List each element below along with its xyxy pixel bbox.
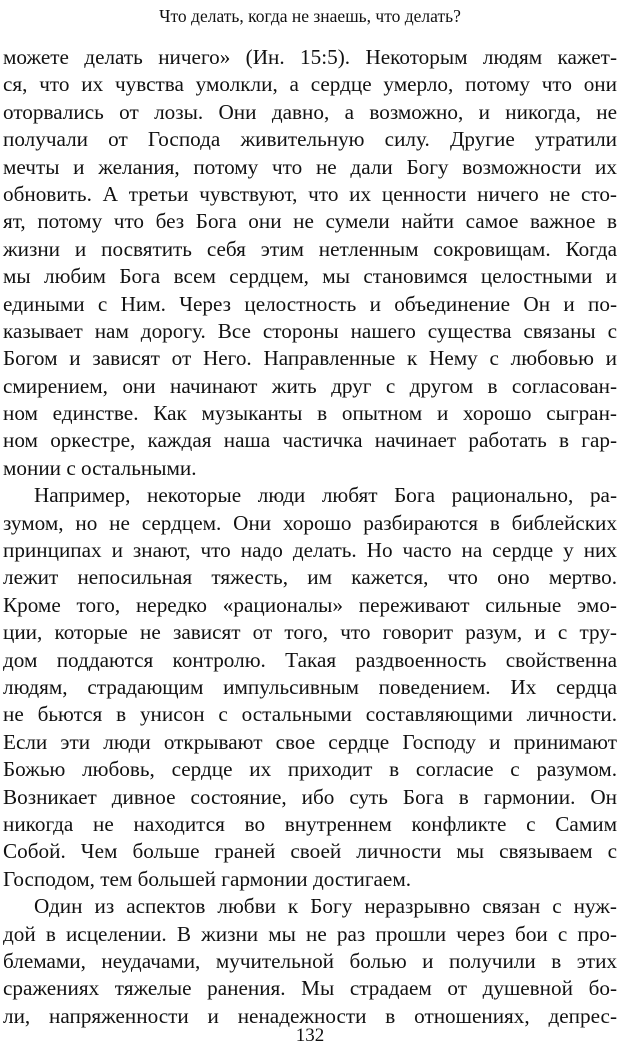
running-head: Что делать, когда не знаешь, что делать? xyxy=(159,6,461,26)
text-line: Если эти люди открывают свое сердце Господу и принимают xyxy=(3,729,617,754)
text-line: едиными с Ним. Через целостность и объединение Он и по- xyxy=(3,291,617,316)
text-line: не бьются в унисон с остальными составляющими личности. xyxy=(3,702,617,727)
text-line: Господом, тем большей гармонии достигаем. xyxy=(3,866,412,891)
text-line: ят, потому что без Бога они не сумели найти самое важное в xyxy=(3,209,617,234)
text-line: ном единстве. Как музыканты в опытном и хорошо сыгран- xyxy=(3,401,617,426)
text-line: казывает нам дорогу. Все стороны нашего существа связаны с xyxy=(3,318,617,343)
text-line: монии с остальными. xyxy=(3,455,197,480)
text-line: ном оркестре, каждая наша частичка начинает работать в гар- xyxy=(3,428,617,453)
text-line: получали от Господа живительную силу. Другие утратили xyxy=(3,127,617,152)
text-line: Один из аспектов любви к Богу неразрывно связан с нуж- xyxy=(34,894,617,919)
text-line: Например, некоторые люди любят Бога рационально, ра- xyxy=(34,483,617,508)
text-line: Божью любовь, сердце их приходит в согласие с разумом. xyxy=(3,757,617,782)
text-line: сражениях тяжелые ранения. Мы страдаем от душевной бо- xyxy=(3,976,617,1001)
text-line: принципах и знают, что надо делать. Но часто на сердце у них xyxy=(3,538,617,563)
text-line: ли, напряженности и ненадежности в отношениях, депрес- xyxy=(3,1003,617,1028)
text-line: обновить. А третьи чувствуют, что их ценности ничего не сто- xyxy=(3,181,617,206)
body-text xyxy=(3,44,617,1030)
text-line: мы любим Бога всем сердцем, мы становимся целостными и xyxy=(3,264,617,289)
text-line: оторвались от лозы. Они давно, а возможно, и никогда, не xyxy=(3,99,617,124)
text-line: Кроме того, нередко «рационалы» переживают сильные эмо- xyxy=(3,592,617,617)
text-line: ции, которые не зависят от того, что говорит разум, и с тру- xyxy=(3,620,617,645)
text-line: блемами, неудачами, мучительной болью и получили в этих xyxy=(3,948,617,973)
text-line: можете делать ничего» (Ин. 15:5). Некоторым людям кажет- xyxy=(3,45,617,69)
text-line: жизни и посвятить себя этим нетленным сокровищам. Когда xyxy=(3,236,617,261)
text-line: никогда не находится во внутреннем конфликте с Самим xyxy=(3,811,617,836)
text-line: лежит непосильная тяжесть, им кажется, что оно мертво. xyxy=(3,565,617,590)
text-line: зумом, но не сердцем. Они хорошо разбираются в библейских xyxy=(3,510,617,535)
text-line: смирением, они начинают жить друг с другом в согласован- xyxy=(3,373,617,398)
text-line: людям, страдающим импульсивным поведением. Их сердца xyxy=(3,674,617,699)
text-line: Собой. Чем больше граней своей личности мы связываем с xyxy=(3,839,617,864)
text-line: дой в исцелении. В жизни мы не раз прошли через бои с про- xyxy=(3,921,617,946)
page-number: 132 xyxy=(295,1025,325,1046)
text-line: дом поддаются контролю. Такая раздвоенность свойственна xyxy=(3,647,617,672)
text-line: Возникает дивное состояние, ибо суть Бога в гармонии. Он xyxy=(3,784,617,809)
paragraph xyxy=(3,482,617,893)
text-line: ся, что их чувства умолкли, а сердце умерло, потому что они xyxy=(3,72,617,97)
text-line: мечты и желания, потому что не дали Богу возможности их xyxy=(3,154,617,179)
text-line: Богом и зависят от Него. Направленные к Нему с любовью и xyxy=(3,346,617,371)
paragraph xyxy=(3,893,617,1030)
paragraph xyxy=(3,44,617,482)
